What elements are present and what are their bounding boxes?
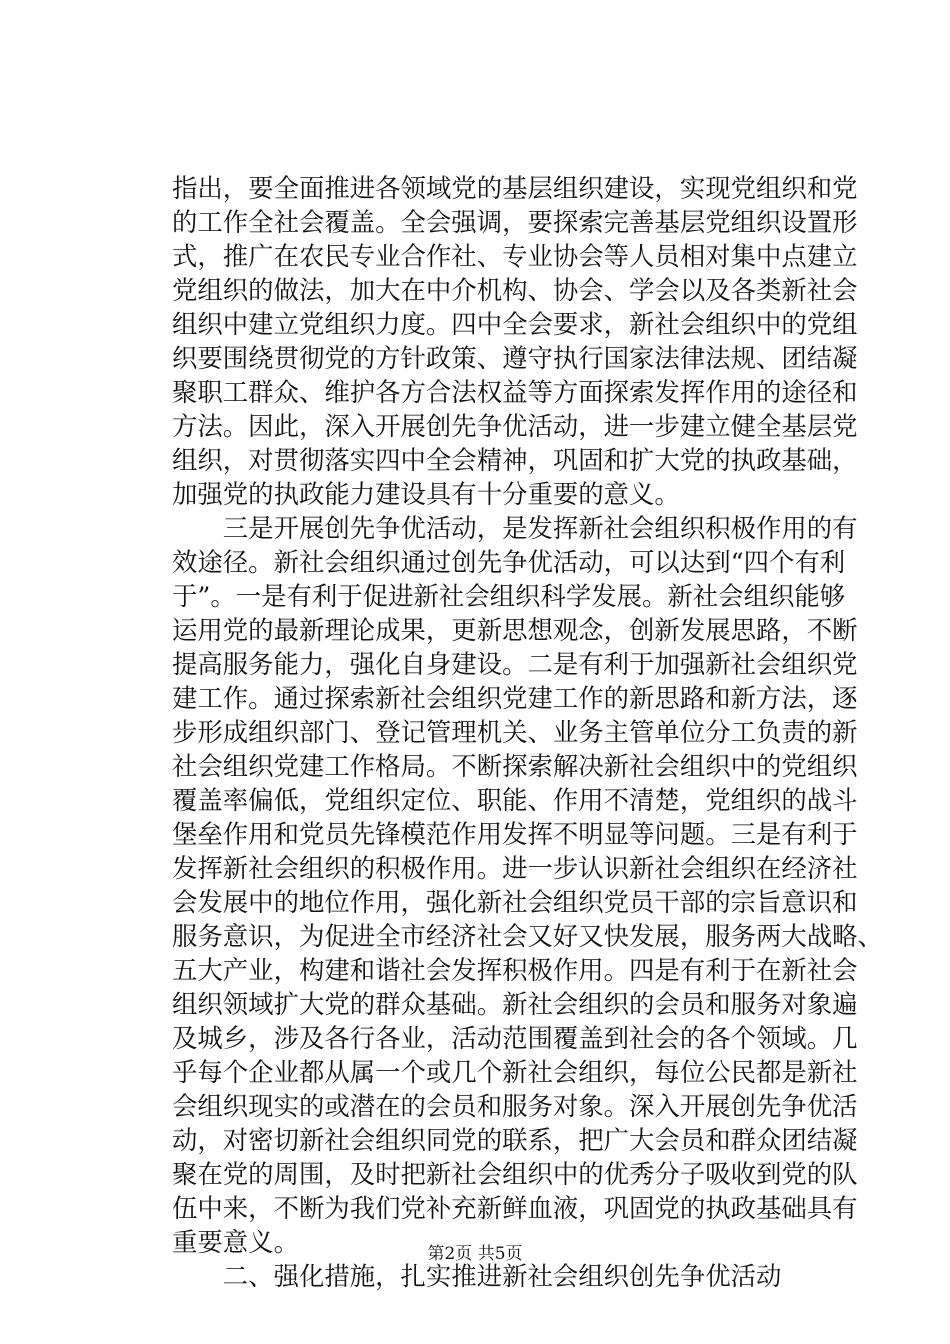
- document-body: [172, 171, 883, 1293]
- text-line: 建工作。通过探索新社会组织党建工作的新思路和新方法，逐: [172, 683, 858, 713]
- page-footer: [0, 1243, 950, 1265]
- text-line: 会发展中的地位作用，强化新社会组织党员干部的宗旨意识和: [172, 887, 858, 917]
- text-line: 织要围绕贯彻党的方针政策、遵守执行国家法律法规、团结凝: [172, 343, 858, 373]
- text-line: 堡垒作用和党员先锋模范作用发挥不明显等问题。三是有利于: [172, 819, 858, 849]
- text-line: 社会组织党建工作格局。不断探索解决新社会组织中的党组织: [172, 751, 858, 781]
- text-line: 组织，对贯彻落实四中全会精神，巩固和扩大党的执政基础，: [172, 445, 858, 475]
- text-line: 式，推广在农民专业合作社、专业协会等人员相对集中点建立: [172, 241, 858, 271]
- text-line: 于”。一是有利于促进新社会组织科学发展。新社会组织能够: [172, 581, 846, 611]
- text-line: 聚在党的周围，及时把新社会组织中的优秀分子吸收到党的队: [172, 1159, 858, 1189]
- text-line: 效途径。新社会组织通过创先争优活动，可以达到“四个有利: [172, 547, 846, 577]
- page-indicator: 第2页 共5页: [427, 1244, 523, 1264]
- text-line: 三是开展创先争优活动，是发挥新社会组织积极作用的有: [172, 513, 858, 543]
- text-line: 提高服务能力，强化自身建设。二是有利于加强新社会组织党: [172, 649, 858, 679]
- text-line: 及城乡，涉及各行各业，活动范围覆盖到社会的各个领域。几: [172, 1023, 858, 1053]
- text-line: 覆盖率偏低，党组织定位、职能、作用不清楚，党组织的战斗: [172, 785, 858, 815]
- text-line: 运用党的最新理论成果，更新思想观念，创新发展思路，不断: [172, 615, 858, 645]
- text-line: 服务意识，为促进全市经济社会又好又快发展，服务两大战略、: [172, 921, 883, 951]
- text-line: 重要意义。: [172, 1227, 299, 1257]
- text-line: 组织中建立党组织力度。四中全会要求，新社会组织中的党组: [172, 309, 858, 339]
- text-line: 聚职工群众、维护各方合法权益等方面探索发挥作用的途径和: [172, 377, 858, 407]
- text-line: 伍中来，不断为我们党补充新鲜血液，巩固党的执政基础具有: [172, 1193, 858, 1223]
- text-line: 组织领域扩大党的群众基础。新社会组织的会员和服务对象遍: [172, 989, 858, 1019]
- section-heading: 二、强化措施，扎实推进新社会组织创先争优活动: [172, 1261, 782, 1291]
- text-line: 加强党的执政能力建设具有十分重要的意义。: [172, 479, 680, 509]
- text-line: 步形成组织部门、登记管理机关、业务主管单位分工负责的新: [172, 717, 858, 747]
- text-line: 发挥新社会组织的积极作用。进一步认识新社会组织在经济社: [172, 853, 858, 883]
- text-line: 会组织现实的或潜在的会员和服务对象。深入开展创先争优活: [172, 1091, 858, 1121]
- text-line: 五大产业，构建和谐社会发挥积极作用。四是有利于在新社会: [172, 955, 858, 985]
- text-line: 方法。因此，深入开展创先争优活动，进一步建立健全基层党: [172, 411, 858, 441]
- text-line: 的工作全社会覆盖。全会强调，要探索完善基层党组织设置形: [172, 207, 858, 237]
- text-line: 动，对密切新社会组织同党的联系，把广大会员和群众团结凝: [172, 1125, 858, 1155]
- text-line: 党组织的做法，加大在中介机构、协会、学会以及各类新社会: [172, 275, 858, 305]
- text-line: 指出，要全面推进各领域党的基层组织建设，实现党组织和党: [172, 173, 858, 203]
- text-line: 乎每个企业都从属一个或几个新社会组织，每位公民都是新社: [172, 1057, 858, 1087]
